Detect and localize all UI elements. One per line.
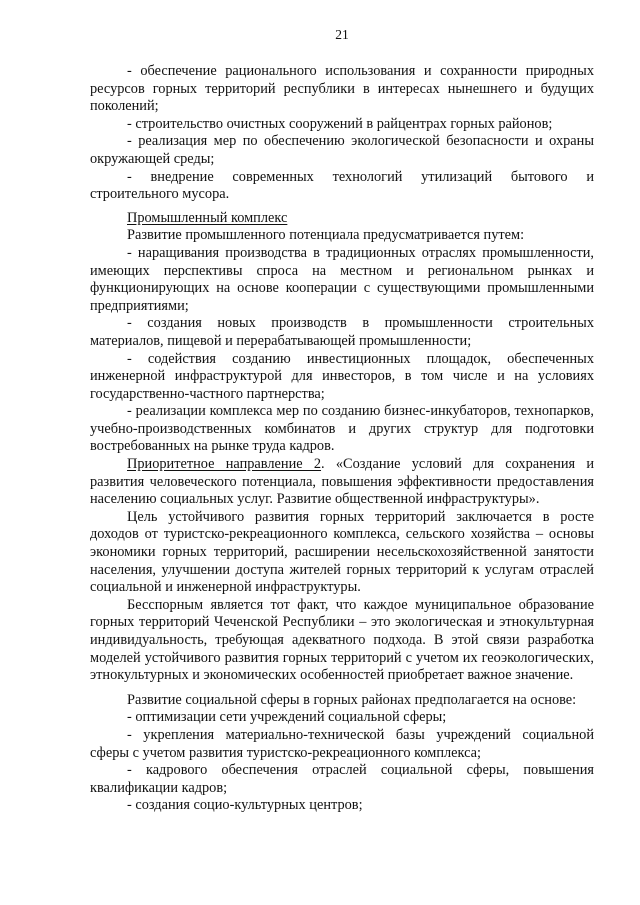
list-item: - кадрового обеспечения отраслей социальной сферы, повышения квалификации кадров;	[90, 762, 594, 796]
section-heading-text: Промышленный комплекс	[127, 209, 288, 226]
section-heading	[90, 210, 594, 228]
priority-label: Приоритетное направление 2	[127, 456, 322, 473]
list-item: - строительство очистных сооружений в райцентрах горных районов;	[127, 115, 553, 132]
list-item: - создания новых производств в промышленности строительных материалов, пищевой и перерабатывающей промышленности;	[90, 315, 594, 349]
list-item: - обеспечение рационального использования и сохранности природных ресурсов горных территорий республики в интересах нынешнего и будущих поколений;	[90, 63, 594, 115]
list-item: - реализации комплекса мер по созданию бизнес-инкубаторов, технопарков, учебно-производственных комбинатов и других структур для подготовки востребованных на рынке труда кадров.	[90, 403, 594, 455]
priority-text: . «Создание условий для сохранения и развития человеческого потенциала, повышения эффективности предоставления населению социальных услуг. Развитие общественной инфраструктуры».	[90, 456, 595, 508]
paragraph: Развитие социальной сферы в горных районах предполагается на основе:	[127, 691, 577, 708]
page-body	[90, 63, 594, 815]
paragraph: Бесспорным является тот факт, что каждое муниципальное образование горных территорий Чеченской Республики – это экологическая и этнокультурная индивидуальность, требующая адекватного подхода. В этой связи разработка моделей устойчивого развития горных территорий с учетом их геоэкологических, этнокультурных и экономических особенностей приобретает важное значение.	[90, 596, 594, 684]
paragraph: Цель устойчивого развития горных территорий заключается в росте доходов от туристско-рекреационного комплекса, сельского хозяйства – основы экономики горных территорий, расширении несельскохозяйственной занятости населения, улучшении доступа жителей горных территорий к услугам отраслей социальной и инженерной инфраструктуры.	[90, 508, 594, 596]
list-item: - создания социо-культурных центров;	[127, 797, 363, 814]
list-item: - внедрение современных технологий утилизаций бытового и строительного мусора.	[90, 168, 594, 203]
document-page	[90, 0, 594, 905]
paragraph: Развитие промышленного потенциала предусматривается путем:	[127, 227, 525, 244]
list-item: - укрепления материально-технической базы учреждений социальной сферы с учетом развития туристско-рекреационного комплекса;	[90, 726, 594, 761]
page-number: 21	[335, 27, 349, 42]
list-item: - содействия созданию инвестиционных площадок, обеспеченных инженерной инфраструктурой для инвесторов, в том числе и на условиях государственно-частного партнерства;	[90, 350, 594, 402]
list-item: - оптимизации сети учреждений социальной сферы;	[127, 709, 447, 726]
list-item: - реализация мер по обеспечению экологической безопасности и охраны окружающей среды;	[90, 133, 594, 167]
list-item: - наращивания производства в традиционных отраслях промышленности, имеющих перспективы спроса на местном и региональном рынках и функционирующих на основе кооперации с существующими промышленными предприятиями;	[90, 244, 594, 314]
priority-paragraph	[90, 456, 594, 509]
